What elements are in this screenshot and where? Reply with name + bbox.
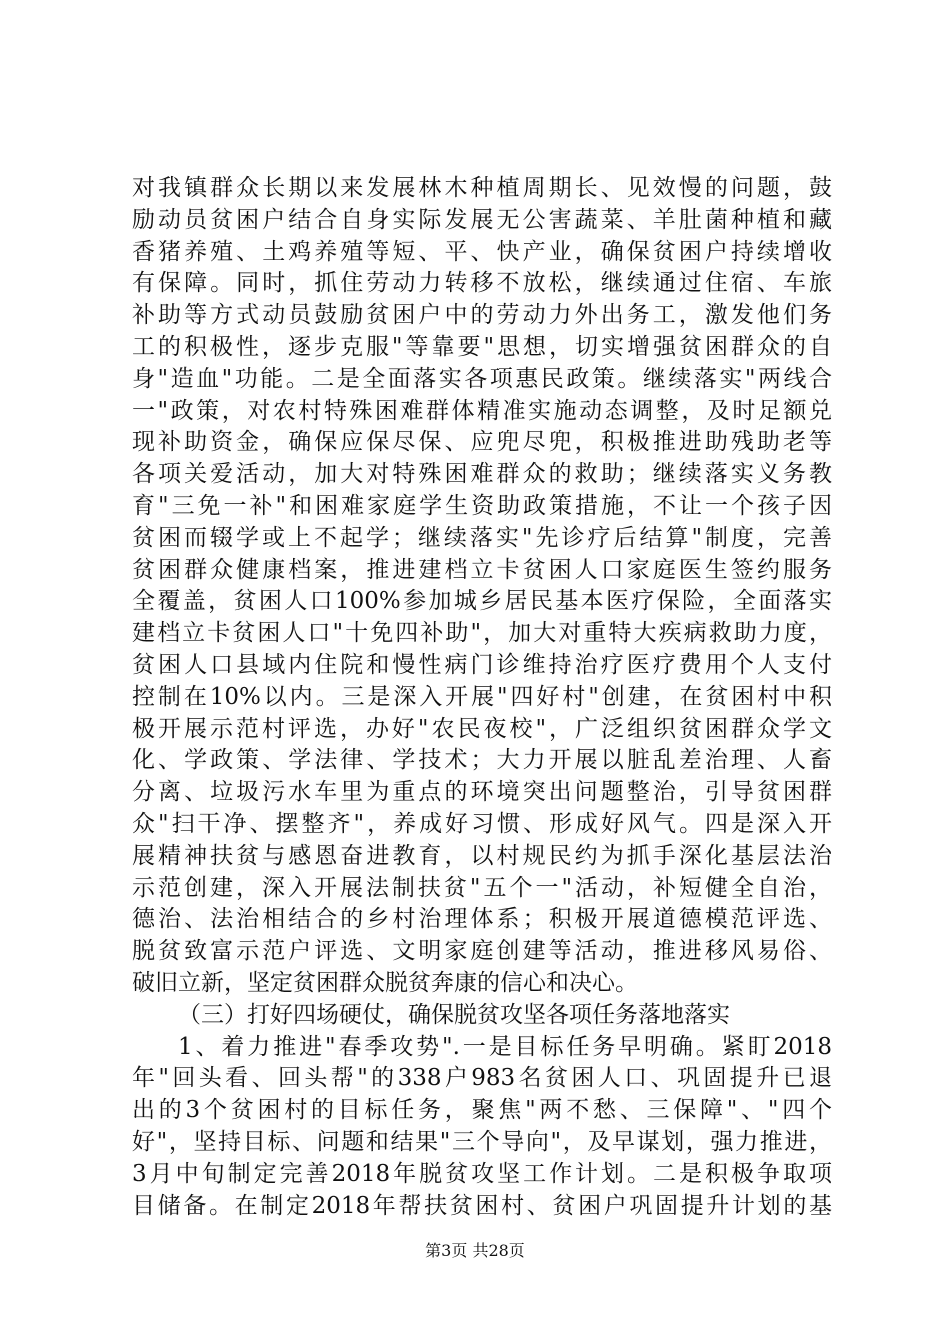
text-line: 众"扫干净、摆整齐"，养成好习惯、形成好风气。四是深入开	[132, 810, 832, 837]
text-line: 全覆盖，贫困人口100%参加城乡居民基本医疗保险，全面落实	[132, 588, 832, 615]
text-line: 展精神扶贫与感恩奋进教育，以村规民约为抓手深化基层法治	[132, 842, 832, 869]
text-line: 好"，坚持目标、问题和结果"三个导向"，及早谋划，强力推进，	[132, 1128, 832, 1155]
text-line: 香猪养殖、土鸡养殖等短、平、快产业，确保贫困户持续增收	[132, 238, 832, 265]
text-line: 贫困群众健康档案，推进建档立卡贫困人口家庭医生签约服务	[132, 556, 832, 583]
text-line: 补助等方式动员鼓励贫困户中的劳动力外出务工，激发他们务	[132, 302, 832, 329]
text-line: 一"政策，对农村特殊困难群体精准实施动态调整，及时足额兑	[132, 397, 832, 424]
text-line: 化、学政策、学法律、学技术；大力开展以脏乱差治理、人畜	[132, 747, 832, 774]
text-line: 脱贫致富示范户评选、文明家庭创建等活动，推进移风易俗、	[132, 938, 832, 965]
text-line: 励动员贫困户结合自身实际发展无公害蔬菜、羊肚菌种植和藏	[132, 206, 832, 233]
text-line: 对我镇群众长期以来发展林木种植周期长、见效慢的问题，鼓	[132, 175, 832, 201]
text-line: 3月中旬制定完善2018年脱贫攻坚工作计划。二是积极争取项	[132, 1160, 832, 1187]
page-number-footer: 第3页 共28页	[425, 1241, 525, 1260]
text-line: 控制在10%以内。三是深入开展"四好村"创建，在贫困村中积	[132, 683, 832, 710]
text-line: 德治、法治相结合的乡村治理体系；积极开展道德模范评选、	[132, 906, 832, 933]
body-text	[132, 173, 832, 1222]
text-line: 出的3个贫困村的目标任务，聚焦"两不愁、三保障"、"四个	[132, 1097, 832, 1124]
text-line: 示范创建，深入开展法制扶贫"五个一"活动，补短健全自治，	[132, 874, 832, 901]
text-line: 身"造血"功能。二是全面落实各项惠民政策。继续落实"两线合	[132, 365, 832, 392]
text-line: 贫困而辍学或上不起学；继续落实"先诊疗后结算"制度，完善	[132, 524, 832, 551]
text-line: 1、着力推进"春季攻势".一是目标任务早明确。紧盯2018	[178, 1033, 832, 1060]
text-line: 极开展示范村评选，办好"农民夜校"，广泛组织贫困群众学文	[132, 715, 832, 742]
text-line: 有保障。同时，抓住劳动力转移不放松，继续通过住宿、车旅	[132, 270, 832, 297]
text-line: 各项关爱活动，加大对特殊困难群众的救助；继续落实义务教	[132, 461, 832, 488]
text-line: 破旧立新，坚定贫困群众脱贫奔康的信心和决心。	[132, 969, 638, 996]
text-line: 工的积极性，逐步克服"等靠要"思想，切实增强贫困群众的自	[132, 333, 832, 360]
text-line: 建档立卡贫困人口"十免四补助"，加大对重特大疾病救助力度，	[132, 620, 832, 647]
text-line: 贫困人口县域内住院和慢性病门诊维持治疗医疗费用个人支付	[132, 651, 832, 678]
text-line: 分离、垃圾污水车里为重点的环境突出问题整治，引导贫困群	[132, 779, 832, 806]
text-line: 育"三免一补"和困难家庭学生资助政策措施，不让一个孩子因	[132, 492, 832, 519]
text-line: 现补助资金，确保应保尽保、应兜尽兜，积极推进助残助老等	[132, 429, 832, 456]
text-line: 年"回头看、回头帮"的338户983名贫困人口、巩固提升已退	[132, 1065, 832, 1092]
section-heading: （三）打好四场硬仗，确保脱贫攻坚各项任务落地落实	[178, 1001, 730, 1028]
text-line: 目储备。在制定2018年帮扶贫困村、贫困户巩固提升计划的基	[132, 1192, 832, 1219]
